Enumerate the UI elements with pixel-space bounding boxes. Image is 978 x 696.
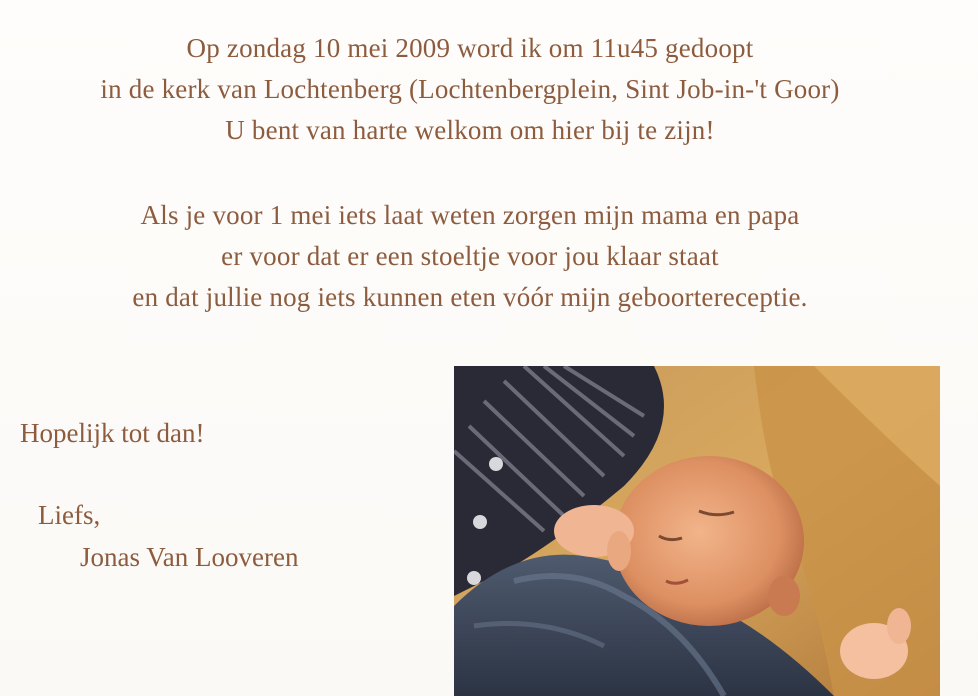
rsvp-line-3: en dat jullie nog iets kunnen eten vóór mijn geboortereceptie. <box>132 282 808 312</box>
sleeping-baby-image <box>454 366 940 696</box>
rsvp-paragraph <box>0 195 960 318</box>
greeting-text: Hopelijk tot dan! <box>20 418 205 448</box>
announcement-line-1: Op zondag 10 mei 2009 word ik om 11u45 gedoopt <box>186 33 754 63</box>
signature-name: Jonas Van Looveren <box>80 542 299 572</box>
baptism-announcement <box>0 28 960 151</box>
closing-text: Liefs, <box>38 500 101 530</box>
announcement-line-2: in de kerk van Lochtenberg (Lochtenbergplein, Sint Job-in-'t Goor) <box>100 74 840 104</box>
rsvp-line-1: Als je voor 1 mei iets laat weten zorgen mijn mama en papa <box>140 200 800 230</box>
rsvp-line-2: er voor dat er een stoeltje voor jou klaar staat <box>221 241 719 271</box>
baby-photo <box>454 366 940 696</box>
announcement-line-3: U bent van harte welkom om hier bij te zijn! <box>225 115 715 145</box>
